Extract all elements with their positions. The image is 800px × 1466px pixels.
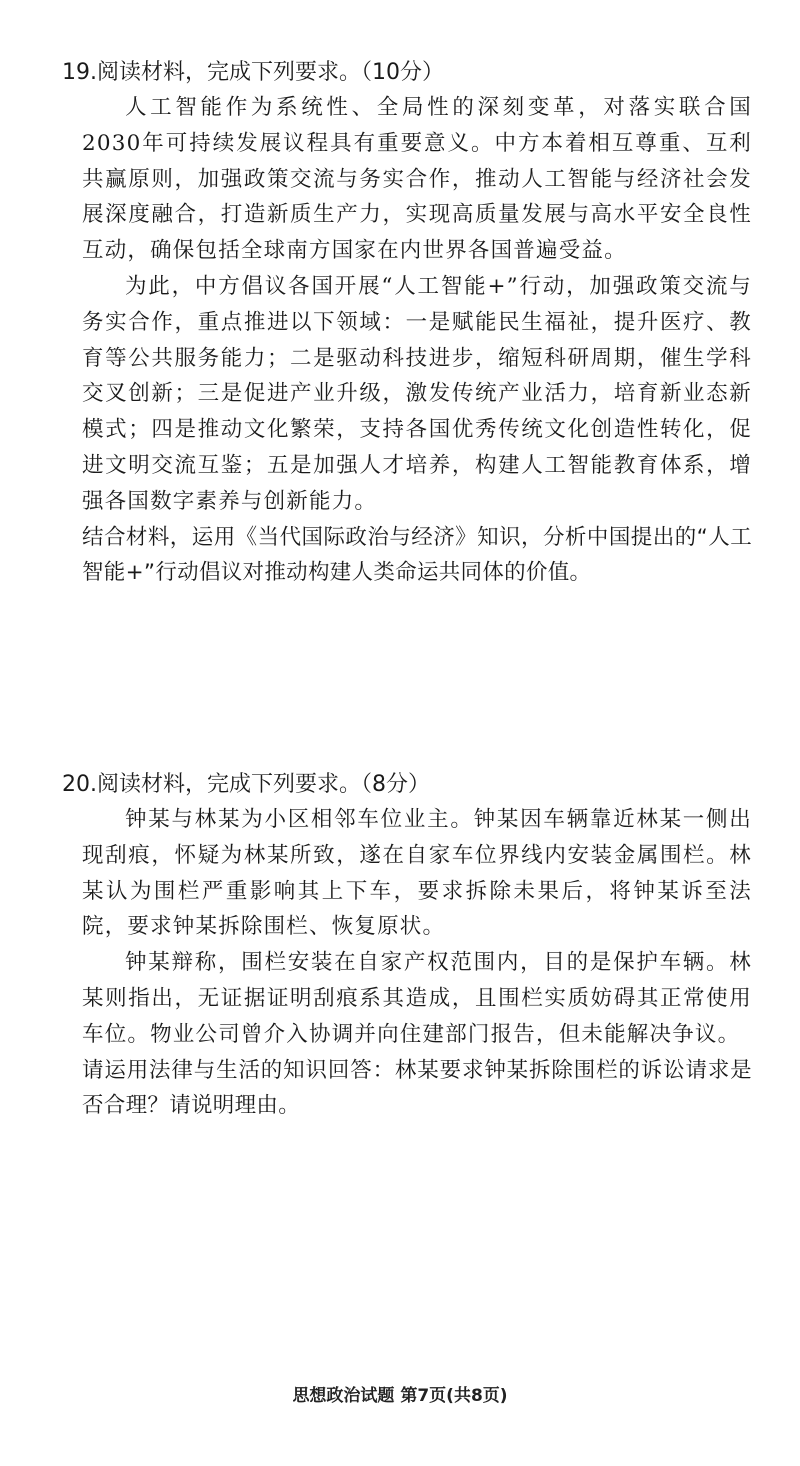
page-footer: 思想政治试题 第7页(共8页) <box>292 1386 508 1406</box>
question-19 <box>62 56 752 591</box>
question-20-material-paragraph-2: 钟某辩称，围栏安装在自家产权范围内，目的是保护车辆。林某则指出，无证据证明刮痕系其造成，且围栏实质妨碍其正常使用车位。物业公司曾介入协调并向住建部门报告，但未能解决争议。 <box>82 950 752 1047</box>
question-19-material-paragraph-1: 人工智能作为系统性、全局性的深刻变革，对落实联合国2030年可持续发展议程具有重要意义。中方本着相互尊重、互利共赢原则，加强政策交流与务实合作，推动人工智能与经济社会发展深度融合，打造新质生产力，实现高质量发展与高水平安全良性互动，确保包括全球南方国家在内世界各国普遍受益。 <box>82 95 752 264</box>
question-20-task: 请运用法律与生活的知识回答：林某要求钟某拆除围栏的诉讼请求是否合理？请说明理由。 <box>82 1057 752 1119</box>
question-20 <box>62 768 752 1124</box>
question-20-title: 20.阅读材料，完成下列要求。（8分） <box>62 772 430 797</box>
question-19-title: 19.阅读材料，完成下列要求。（10分） <box>62 60 444 85</box>
question-19-task: 结合材料，运用《当代国际政治与经济》知识，分析中国提出的“人工智能+”行动倡议对推动构建人类命运共同体的价值。 <box>82 524 752 586</box>
question-20-material-paragraph-1: 钟某与林某为小区相邻车位业主。钟某因车辆靠近林某一侧出现刮痕，怀疑为林某所致，遂在自家车位界线内安装金属围栏。林某认为围栏严重影响其上下车，要求拆除未果后，将钟某诉至法院，要求钟某拆除围栏、恢复原状。 <box>82 807 752 940</box>
question-19-material-paragraph-2: 为此，中方倡议各国开展“人工智能+”行动，加强政策交流与务实合作，重点推进以下领域：一是赋能民生福祉，提升医疗、教育等公共服务能力；二是驱动科技进步，缩短科研周期，催生学科交叉创新；三是促进产业升级，激发传统产业活力，培育新业态新模式；四是推动文化繁荣，支持各国优秀传统文化创造性转化，促进文明交流互鉴；五是加强人才培养，构建人工智能教育体系，增强各国数字素养与创新能力。 <box>82 273 752 514</box>
